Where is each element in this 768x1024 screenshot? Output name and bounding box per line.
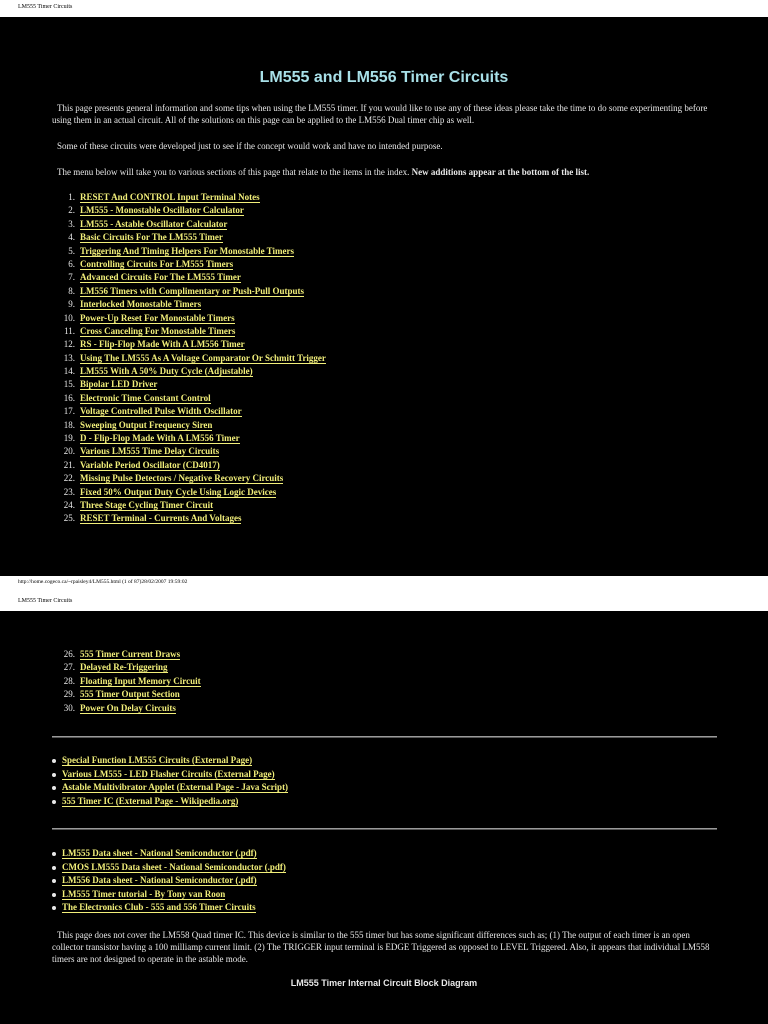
index-item-link[interactable]: Delayed Re-Triggering xyxy=(80,662,168,673)
index-item-link[interactable]: Voltage Controlled Pulse Width Oscillator xyxy=(80,406,242,417)
index-item-number: 12. xyxy=(63,339,75,350)
index-item-number: 6. xyxy=(68,258,75,269)
index-item-link[interactable]: Variable Period Oscillator (CD4017) xyxy=(80,459,220,470)
bullet-icon xyxy=(52,866,56,870)
index-item-number: 11. xyxy=(64,325,75,336)
index-item-link[interactable]: Power-Up Reset For Monostable Timers xyxy=(80,312,235,323)
index-item-link[interactable]: RESET Terminal - Currents And Voltages xyxy=(80,513,242,524)
index-item-number: 2. xyxy=(68,205,75,216)
intro-text: This page presents general information and some tips when using the LM555 timer. If you would like to use any of these ideas please take the time to do some experimenting before using them in an actual circuit. All of the solutions on this page can be applied to the LM556 Dual timer chip as well. xyxy=(52,103,708,125)
index-item-number: 13. xyxy=(63,352,75,363)
index-item-link[interactable]: 555 Timer Current Draws xyxy=(80,649,181,659)
datasheet-link[interactable]: LM556 Data sheet - National Semiconductor (.pdf) xyxy=(62,875,257,885)
index-item-number: 14. xyxy=(63,366,75,377)
bullet-icon xyxy=(52,893,56,897)
index-item-link[interactable]: 555 Timer Output Section xyxy=(80,689,180,700)
index-item-number: 22. xyxy=(63,473,75,484)
pdf-footer-text: http://home.cogeco.ca/~rpaisley4/LM555.html (1 of 87)28/02/2007 19:59:02 xyxy=(18,579,188,585)
datasheet-link[interactable]: LM555 Data sheet - National Semiconductor (.pdf) xyxy=(62,848,257,858)
datasheet-link[interactable]: LM555 Timer tutorial - By Tony van Roon xyxy=(62,888,226,899)
index-item-link[interactable]: Floating Input Memory Circuit xyxy=(80,675,201,686)
pdf-page-footer xyxy=(0,576,768,590)
bullet-icon xyxy=(52,906,56,910)
lm558-note-text: This page does not cover the LM558 Quad timer IC. This device is similar to the 555 timer but has some significant differences such as; (1) The output of each timer is an open collector transistor having a 100 milliamp current limit. (2) The TRIGGER input terminal is EDGE Triggered as opposed to LEVEL Triggered. Also, it appears that individual LM558 timers are not designed to operate in the astable mode. xyxy=(52,930,710,964)
index-item-link[interactable]: LM555 With A 50% Duty Cycle (Adjustable) xyxy=(80,366,253,377)
datasheet-link[interactable]: CMOS LM555 Data sheet - National Semiconductor (.pdf) xyxy=(62,861,286,872)
datasheet-link[interactable]: The Electronics Club - 555 and 556 Timer Circuits xyxy=(62,902,256,912)
index-item-number: 28. xyxy=(63,675,75,686)
index-item-number: 7. xyxy=(68,272,75,283)
index-item-number: 16. xyxy=(63,392,75,403)
index-item-number: 29. xyxy=(63,689,75,700)
diagram-title: LM555 Timer Internal Circuit Block Diagram xyxy=(290,978,478,988)
pdf-page-header-2 xyxy=(0,594,768,611)
index-item-link[interactable]: LM555 - Astable Oscillator Calculator xyxy=(80,218,228,229)
bullet-icon xyxy=(52,773,56,777)
index-item-number: 19. xyxy=(63,433,75,444)
bullet-icon xyxy=(52,759,56,763)
index-item-number: 17. xyxy=(63,406,75,417)
index-item-number: 4. xyxy=(68,232,75,243)
bullet-icon xyxy=(52,800,56,804)
index-item-link[interactable]: RESET And CONTROL Input Terminal Notes xyxy=(80,192,260,202)
pdf-page-header xyxy=(0,0,768,17)
index-item-number: 27. xyxy=(63,662,75,673)
index-item-number: 21. xyxy=(63,459,75,470)
index-item-link[interactable]: LM556 Timers with Complimentary or Push-Pull Outputs xyxy=(80,285,305,296)
index-item-link[interactable]: Three Stage Cycling Timer Circuit xyxy=(80,499,214,510)
index-item-link[interactable]: Cross Canceling For Monostable Timers xyxy=(80,325,236,336)
index-item-number: 20. xyxy=(63,446,75,457)
bullet-icon xyxy=(52,786,56,790)
index-item-link[interactable]: Bipolar LED Driver xyxy=(80,379,158,390)
page-1-content xyxy=(0,17,768,576)
index-item-number: 9. xyxy=(68,299,75,310)
bullet-icon xyxy=(52,879,56,883)
index-item-number: 24. xyxy=(63,499,75,510)
index-item-link[interactable]: Fixed 50% Output Duty Cycle Using Logic Devices xyxy=(80,486,277,497)
horizontal-rule-2 xyxy=(52,828,717,830)
index-item-link[interactable]: Missing Pulse Detectors / Negative Recovery Circuits xyxy=(80,473,284,484)
concept-paragraph: Some of these circuits were developed just to see if the concept would work and have no intended purpose. xyxy=(57,141,443,151)
index-item-link[interactable]: Power On Delay Circuits xyxy=(80,702,176,713)
pdf-header-text: LM555 Timer Circuits xyxy=(18,4,73,10)
external-link[interactable]: 555 Timer IC (External Page - Wikipedia.org) xyxy=(62,795,239,806)
external-link[interactable]: Various LM555 - LED Flasher Circuits (External Page) xyxy=(62,768,275,779)
menu-intro-text: The menu below will take you to various sections of this page that relate to the items in the index. xyxy=(57,167,410,177)
index-item-number: 25. xyxy=(63,513,75,524)
index-item-link[interactable]: Interlocked Monostable Timers xyxy=(80,299,202,310)
index-item-number: 5. xyxy=(68,245,75,256)
index-item-number: 3. xyxy=(68,218,75,229)
intro-paragraph xyxy=(52,102,718,126)
index-item-link[interactable]: Controlling Circuits For LM555 Timers xyxy=(80,258,234,269)
page-2-content xyxy=(0,611,768,1024)
index-item-link[interactable]: Using The LM555 As A Voltage Comparator Or Schmitt Trigger xyxy=(80,352,326,363)
index-item-link[interactable]: Basic Circuits For The LM555 Timer xyxy=(80,232,223,243)
index-item-link[interactable]: Sweeping Output Frequency Siren xyxy=(80,419,213,430)
external-link[interactable]: Astable Multivibrator Applet (External Page - Java Script) xyxy=(62,782,289,792)
index-item-number: 30. xyxy=(63,702,75,713)
index-item-link[interactable]: Advanced Circuits For The LM555 Timer xyxy=(80,272,241,283)
bullet-icon xyxy=(52,852,56,856)
lm558-note-paragraph xyxy=(52,929,718,965)
menu-paragraph xyxy=(57,166,723,178)
index-item-number: 26. xyxy=(63,649,75,659)
index-item-number: 1. xyxy=(68,192,75,202)
menu-bold-text: New additions appear at the bottom of the list. xyxy=(411,167,590,177)
index-item-number: 10. xyxy=(63,312,75,323)
index-item-number: 15. xyxy=(63,379,75,390)
index-item-link[interactable]: LM555 - Monostable Oscillator Calculator xyxy=(80,205,244,216)
index-item-link[interactable]: RS - Flip-Flop Made With A LM556 Timer xyxy=(80,339,245,350)
index-item-number: 8. xyxy=(68,285,75,296)
index-item-link[interactable]: Various LM555 Time Delay Circuits xyxy=(80,446,220,457)
index-item-number: 18. xyxy=(63,419,75,430)
horizontal-rule xyxy=(52,736,717,738)
page-title: LM555 and LM556 Timer Circuits xyxy=(259,69,509,86)
external-link[interactable]: Special Function LM555 Circuits (External Page) xyxy=(62,755,253,765)
index-item-link[interactable]: Electronic Time Constant Control xyxy=(80,392,211,403)
index-item-link[interactable]: Triggering And Timing Helpers For Monostable Timers xyxy=(80,245,295,256)
index-item-number: 23. xyxy=(63,486,75,497)
pdf-header-text-2: LM555 Timer Circuits xyxy=(18,598,73,604)
index-item-link[interactable]: D - Flip-Flop Made With A LM556 Timer xyxy=(80,433,240,444)
